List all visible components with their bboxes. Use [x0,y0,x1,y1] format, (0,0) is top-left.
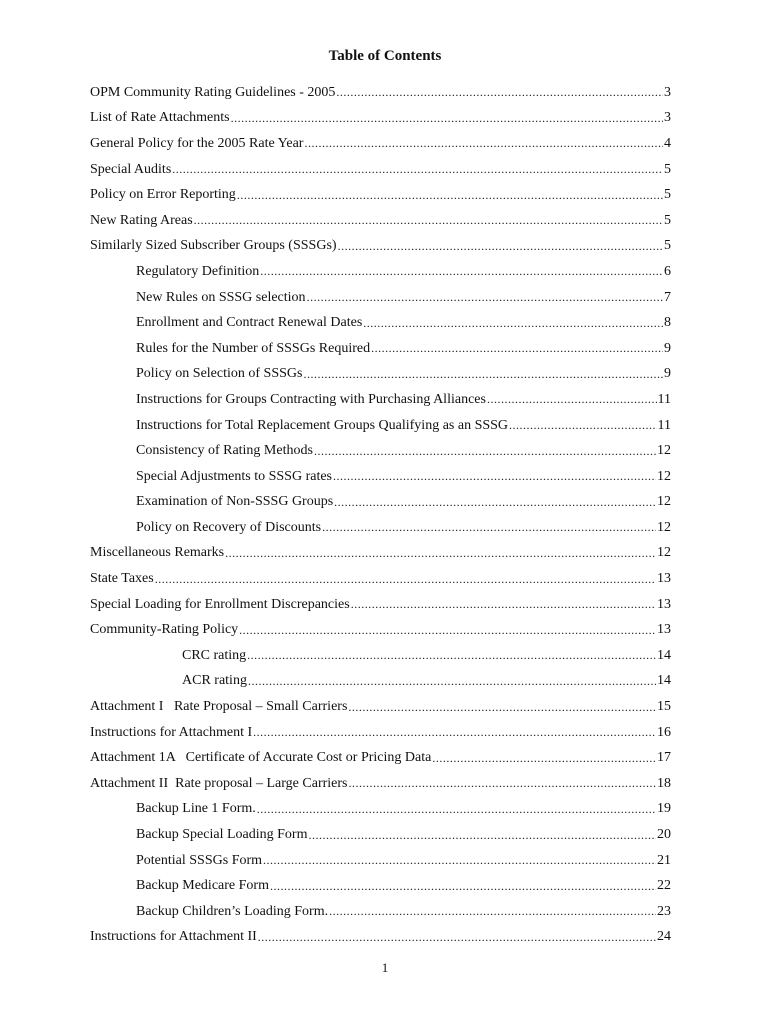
dot-leader [248,674,656,689]
toc-entry[interactable] [90,80,671,106]
toc-entry-page-number: 13 [657,596,671,612]
toc-entry[interactable] [136,336,671,362]
dot-leader [258,930,656,945]
toc-entry-label: Similarly Sized Subscriber Groups (SSSGs) [90,238,337,254]
toc-entry-page-number: 11 [657,391,671,407]
dot-leader [308,828,656,843]
toc-entry-page-number: 5 [664,212,671,228]
toc-entry-label: Policy on Selection of SSSGs [136,366,303,382]
toc-entry-page-number: 13 [657,622,671,638]
toc-entry-label: Special Loading for Enrollment Discrepancies [90,596,350,612]
toc-entry-label: Backup Special Loading Form [136,827,308,843]
dot-leader [247,648,656,663]
dot-leader [253,725,656,740]
toc-entry-label: New Rating Areas [90,212,193,228]
toc-entry-label: Potential SSSGs Form [136,852,263,868]
toc-entry[interactable] [90,541,671,567]
toc-entry-label: Instructions for Total Replacement Groups Qualifying as an SSSG [136,417,509,433]
toc-entry[interactable] [136,285,671,311]
toc-entry[interactable] [90,157,671,183]
toc-entry[interactable] [136,515,671,541]
dot-leader [260,264,663,279]
toc-entry[interactable] [136,362,671,388]
toc-entry-label: Consistency of Rating Methods [136,443,313,459]
toc-entry-label: OPM Community Rating Guidelines - 2005 [90,84,336,100]
toc-entry-page-number: 12 [657,545,671,561]
toc-entry-label: General Policy for the 2005 Rate Year [90,135,304,151]
dot-leader [348,776,656,791]
toc-entry-label: Rules for the Number of SSSGs Required [136,340,371,356]
toc-entry-label: Policy on Error Reporting [90,187,236,203]
toc-entry[interactable] [182,669,671,695]
toc-entry-page-number: 22 [657,878,671,894]
dot-leader [270,879,656,894]
toc-entry[interactable] [182,643,671,669]
toc-entry-label: Backup Medicare Form [136,878,269,894]
toc-entry-label: Instructions for Groups Contracting with Purchasing Alliances [136,391,486,407]
toc-entry[interactable] [136,822,671,848]
table-of-contents [0,80,770,950]
toc-entry-page-number: 5 [664,238,671,254]
dot-leader [351,597,656,612]
toc-entry[interactable] [90,617,671,643]
toc-entry-page-number: 6 [664,263,671,279]
dot-leader [348,700,656,715]
toc-entry-page-number: 12 [657,468,671,484]
toc-entry-label: Community-Rating Policy [90,622,239,638]
toc-entry-page-number: 18 [657,775,671,791]
dot-leader [155,572,656,587]
toc-entry[interactable] [136,310,671,336]
dot-leader [336,85,663,100]
toc-entry-page-number: 16 [657,724,671,740]
toc-entry-page-number: 21 [657,852,671,868]
page-number: 1 [381,960,389,975]
toc-entry-page-number: 3 [664,110,671,126]
toc-entry[interactable] [90,771,671,797]
toc-entry-page-number: 12 [657,443,671,459]
page-title: Table of Contents [328,48,442,64]
toc-entry[interactable] [136,797,671,823]
toc-entry-page-number: 23 [657,903,671,919]
toc-entry-page-number: 4 [664,135,671,151]
toc-entry-page-number: 14 [657,647,671,663]
toc-entry-page-number: 12 [657,519,671,535]
toc-entry-page-number: 12 [657,494,671,510]
toc-entry-label: Enrollment and Contract Renewal Dates [136,315,363,331]
toc-entry-page-number: 19 [657,801,671,817]
dot-leader [172,162,663,177]
dot-leader [194,213,663,228]
toc-entry-page-number: 13 [657,571,671,587]
toc-entry-page-number: 20 [657,827,671,843]
dot-leader [333,469,656,484]
toc-entry-page-number: 15 [657,699,671,715]
dot-leader [303,367,663,382]
toc-entry-label: Backup Line 1 Form. [136,801,256,817]
toc-entry[interactable] [90,131,671,157]
toc-entry[interactable] [90,745,671,771]
toc-entry-label: Regulatory Definition [136,263,260,279]
dot-leader [338,239,663,254]
toc-entry-page-number: 24 [657,929,671,945]
toc-entry[interactable] [136,387,671,413]
toc-entry[interactable] [90,182,671,208]
toc-entry-label: List of Rate Attachments [90,110,230,126]
toc-entry[interactable] [90,925,671,951]
dot-leader [237,188,663,203]
toc-entry-page-number: 11 [657,417,671,433]
dot-leader [363,316,663,331]
toc-entry-page-number: 8 [664,315,671,331]
toc-entry[interactable] [136,413,671,439]
toc-entry-label: Policy on Recovery of Discounts [136,519,322,535]
dot-leader [322,520,656,535]
dot-leader [509,418,656,433]
dot-leader [371,341,663,356]
toc-entry-label: Instructions for Attachment I [90,724,253,740]
toc-entry-page-number: 17 [657,750,671,766]
toc-entry-label: Miscellaneous Remarks [90,545,225,561]
dot-leader [263,853,656,868]
toc-entry-page-number: 3 [664,84,671,100]
toc-entry-page-number: 9 [664,340,671,356]
toc-entry[interactable] [136,464,671,490]
toc-entry[interactable] [136,438,671,464]
toc-entry[interactable] [90,566,671,592]
dot-leader [225,546,656,561]
toc-entry-label: Attachment II Rate proposal – Large Carriers [90,775,348,791]
toc-entry-label: New Rules on SSSG selection [136,289,306,305]
dot-leader [304,136,663,151]
toc-entry-label: Attachment 1A Certificate of Accurate Cost or Pricing Data [90,750,432,766]
dot-leader [314,444,656,459]
toc-entry-label: Special Audits [90,161,172,177]
toc-entry-label: ACR rating [182,673,247,689]
toc-entry-label: Instructions for Attachment II [90,929,257,945]
dot-leader [334,495,656,510]
toc-entry-label: Attachment I Rate Proposal – Small Carriers [90,699,348,715]
dot-leader [329,904,656,919]
dot-leader [231,111,663,126]
toc-entry[interactable] [136,873,671,899]
dot-leader [487,392,657,407]
toc-entry-label: Backup Children’s Loading Form. [136,903,329,919]
toc-entry[interactable] [90,720,671,746]
dot-leader [257,802,656,817]
dot-leader [307,290,663,305]
toc-entry[interactable] [136,490,671,516]
toc-entry-label: Special Adjustments to SSSG rates [136,468,332,484]
toc-entry-page-number: 14 [657,673,671,689]
toc-entry-label: State Taxes [90,571,154,587]
dot-leader [432,751,656,766]
toc-entry[interactable] [90,592,671,618]
toc-entry[interactable] [90,208,671,234]
toc-entry[interactable] [136,259,671,285]
dot-leader [239,623,656,638]
toc-entry-page-number: 7 [664,289,671,305]
toc-entry[interactable] [136,848,671,874]
toc-entry[interactable] [136,899,671,925]
toc-entry[interactable] [90,234,671,260]
toc-entry-page-number: 9 [664,366,671,382]
toc-entry-label: CRC rating [182,647,247,663]
toc-entry[interactable] [90,106,671,132]
toc-entry-page-number: 5 [664,161,671,177]
toc-entry-label: Examination of Non-SSSG Groups [136,494,334,510]
toc-entry[interactable] [90,694,671,720]
toc-entry-page-number: 5 [664,187,671,203]
